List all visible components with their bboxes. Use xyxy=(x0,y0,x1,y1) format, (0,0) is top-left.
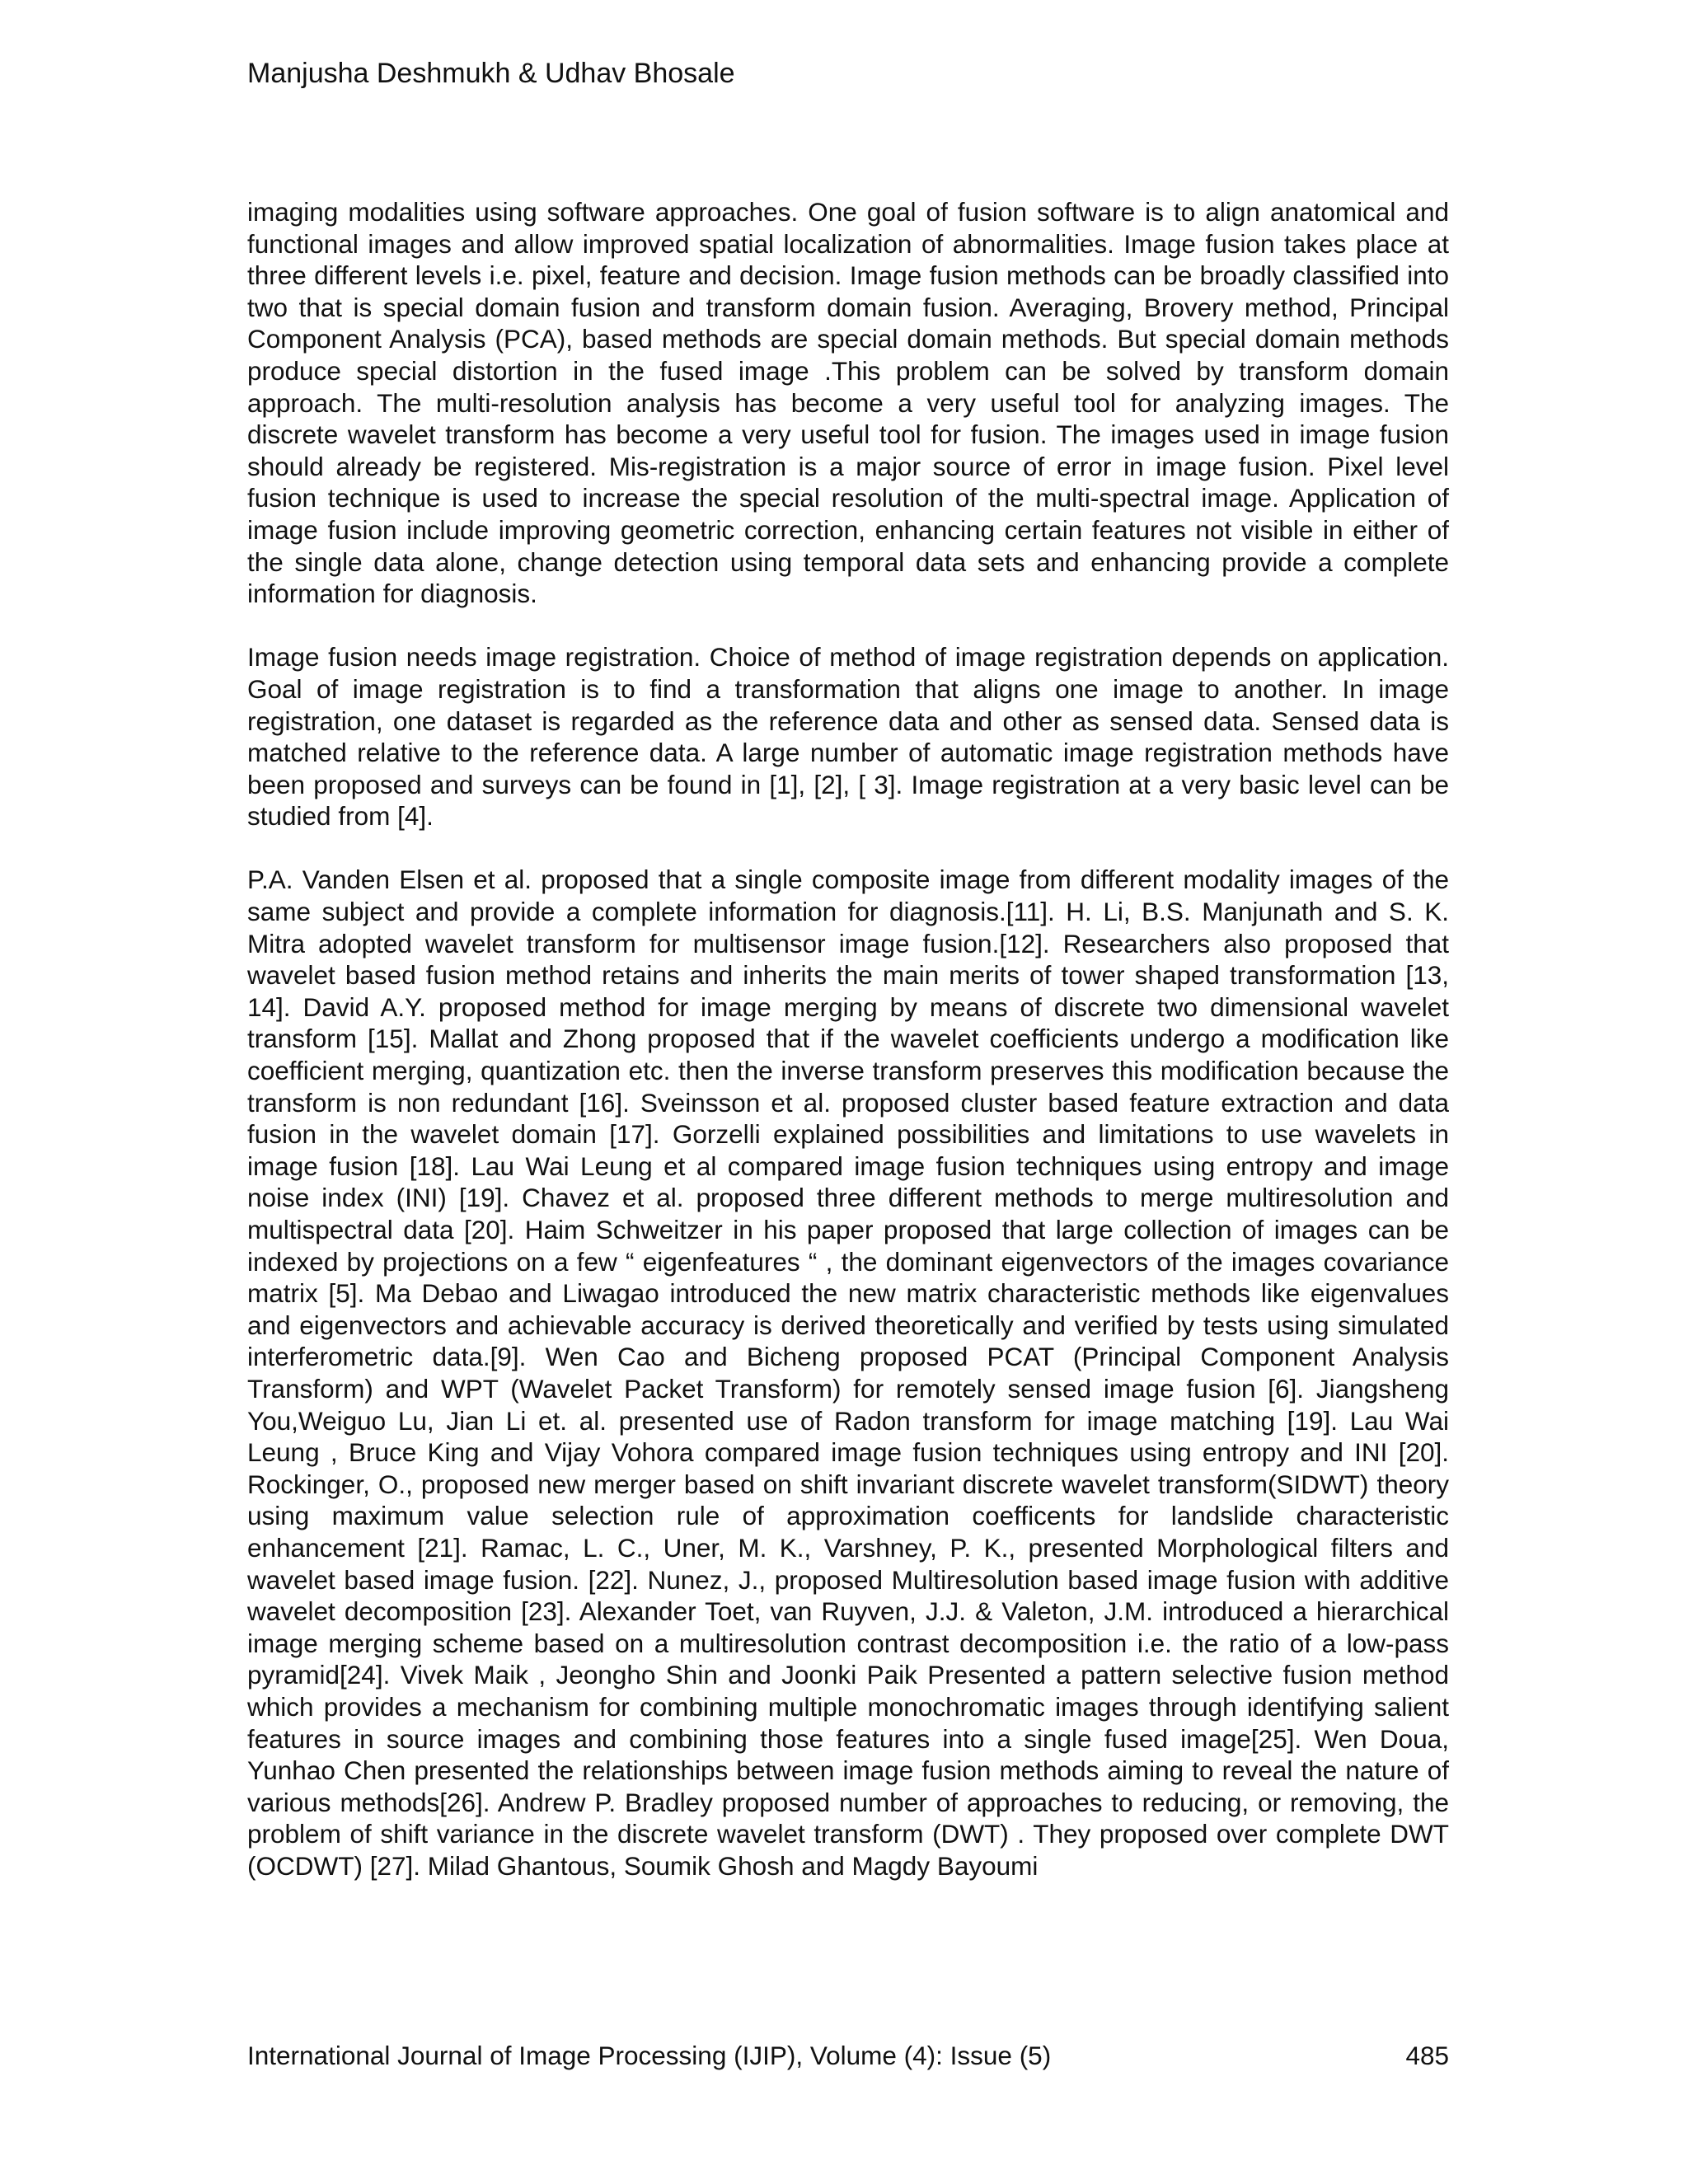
running-head-authors: Manjusha Deshmukh & Udhav Bhosale xyxy=(247,58,735,89)
paragraph-image-registration: Image fusion needs image registration. Choice of method of image registration depends on application. Goal of image registration is to find a transformation that aligns one image to another. In image registration, one dataset is regarded as the reference data and other as sensed data. Sensed data is matched relative to the reference data. A large number of automatic image registration methods have been proposed and surveys can be found in [1], [2], [ 3]. Image registration at a very basic level can be studied from [4]. xyxy=(247,642,1449,832)
page-footer xyxy=(247,2039,1449,2072)
paragraph-literature-review: P.A. Vanden Elsen et al. proposed that a single composite image from different modality images of the same subject and provide a complete information for diagnosis.[11]. H. Li, B.S. Manjunath and S. K. Mitra adopted wavelet transform for multisensor image fusion.[12]. Researchers also proposed that wavelet based fusion method retains and inherits the main merits of tower shaped transformation [13, 14]. David A.Y. proposed method for image merging by means of discrete two dimensional wavelet transform [15]. Mallat and Zhong proposed that if the wavelet coefficients undergo a modification like coefficient merging, quantization etc. then the inverse transform preserves this modification because the transform is non redundant [16]. Sveinsson et al. proposed cluster based feature extraction and data fusion in the wavelet domain [17]. Gorzelli explained possibilities and limitations to use wavelets in image fusion [18]. Lau Wai Leung et al compared image fusion techniques using entropy and image noise index (INI) [19]. Chavez et al. proposed three different methods to merge multiresolution and multispectral data [20]. Haim Schweitzer in his paper proposed that large collection of images can be indexed by projections on a few “ eigenfeatures “ , the dominant eigenvectors of the images covariance matrix [5]. Ma Debao and Liwagao introduced the new matrix characteristic methods like eigenvalues and eigenvectors and achievable accuracy is derived theoretically and verified by tests using simulated interferometric data.[9]. Wen Cao and Bicheng proposed PCAT (Principal Component Analysis Transform) and WPT (Wavelet Packet Transform) for remotely sensed image fusion [6]. Jiangsheng You,Weiguo Lu, Jian Li et. al. presented use of Radon transform for image matching [19]. Lau Wai Leung , Bruce King and Vijay Vohora compared image fusion techniques using entropy and INI [20]. Rockinger, O., proposed new merger based on shift invariant discrete wavelet transform(SIDWT) theory using maximum value selection rule of approximation coefficents for landslide characteristic enhancement [21]. Ramac, L. C., Uner, M. K., Varshney, P. K., presented Morphological filters and wavelet based image fusion. [22]. Nunez, J., proposed Multiresolution based image fusion with additive wavelet decomposition [23]. Alexander Toet, van Ruyven, J.J. & Valeton, J.M. introduced a hierarchical image merging scheme based on a multiresolution contrast decomposition i.e. the ratio of a low-pass pyramid[24]. Vivek Maik , Jeongho Shin and Joonki Paik Presented a pattern selective fusion method which provides a mechanism for combining multiple monochromatic images through identifying salient features in source images and combining those features into a single fused image[25]. Wen Doua, Yunhao Chen presented the relationships between image fusion methods aiming to reveal the nature of various methods[26]. Andrew P. Bradley proposed number of approaches to reducing, or removing, the problem of shift variance in the discrete wavelet transform (DWT) . They proposed over complete DWT (OCDWT) [27]. Milad Ghantous, Soumik Ghosh and Magdy Bayoumi xyxy=(247,865,1449,1881)
footer-page-number: 485 xyxy=(1405,2041,1449,2070)
body-text xyxy=(247,196,1449,1882)
footer-journal-citation: International Journal of Image Processing (IJIP), Volume (4): Issue (5) xyxy=(247,2041,1052,2070)
paragraph-fusion-overview: imaging modalities using software approaches. One goal of fusion software is to align anatomical and functional images and allow improved spatial localization of abnormalities. Image fusion takes place at three different levels i.e. pixel, feature and decision. Image fusion methods can be broadly classified into two that is special domain fusion and transform domain fusion. Averaging, Brovery method, Principal Component Analysis (PCA), based methods are special domain methods. But special domain methods produce special distortion in the fused image .This problem can be solved by transform domain approach. The multi-resolution analysis has become a very useful tool for analyzing images. The discrete wavelet transform has become a very useful tool for fusion. The images used in image fusion should already be registered. Mis-registration is a major source of error in image fusion. Pixel level fusion technique is used to increase the special resolution of the multi-spectral image. Application of image fusion include improving geometric correction, enhancing certain features not visible in either of the single data alone, change detection using temporal data sets and enhancing provide a complete information for diagnosis. xyxy=(247,197,1449,609)
